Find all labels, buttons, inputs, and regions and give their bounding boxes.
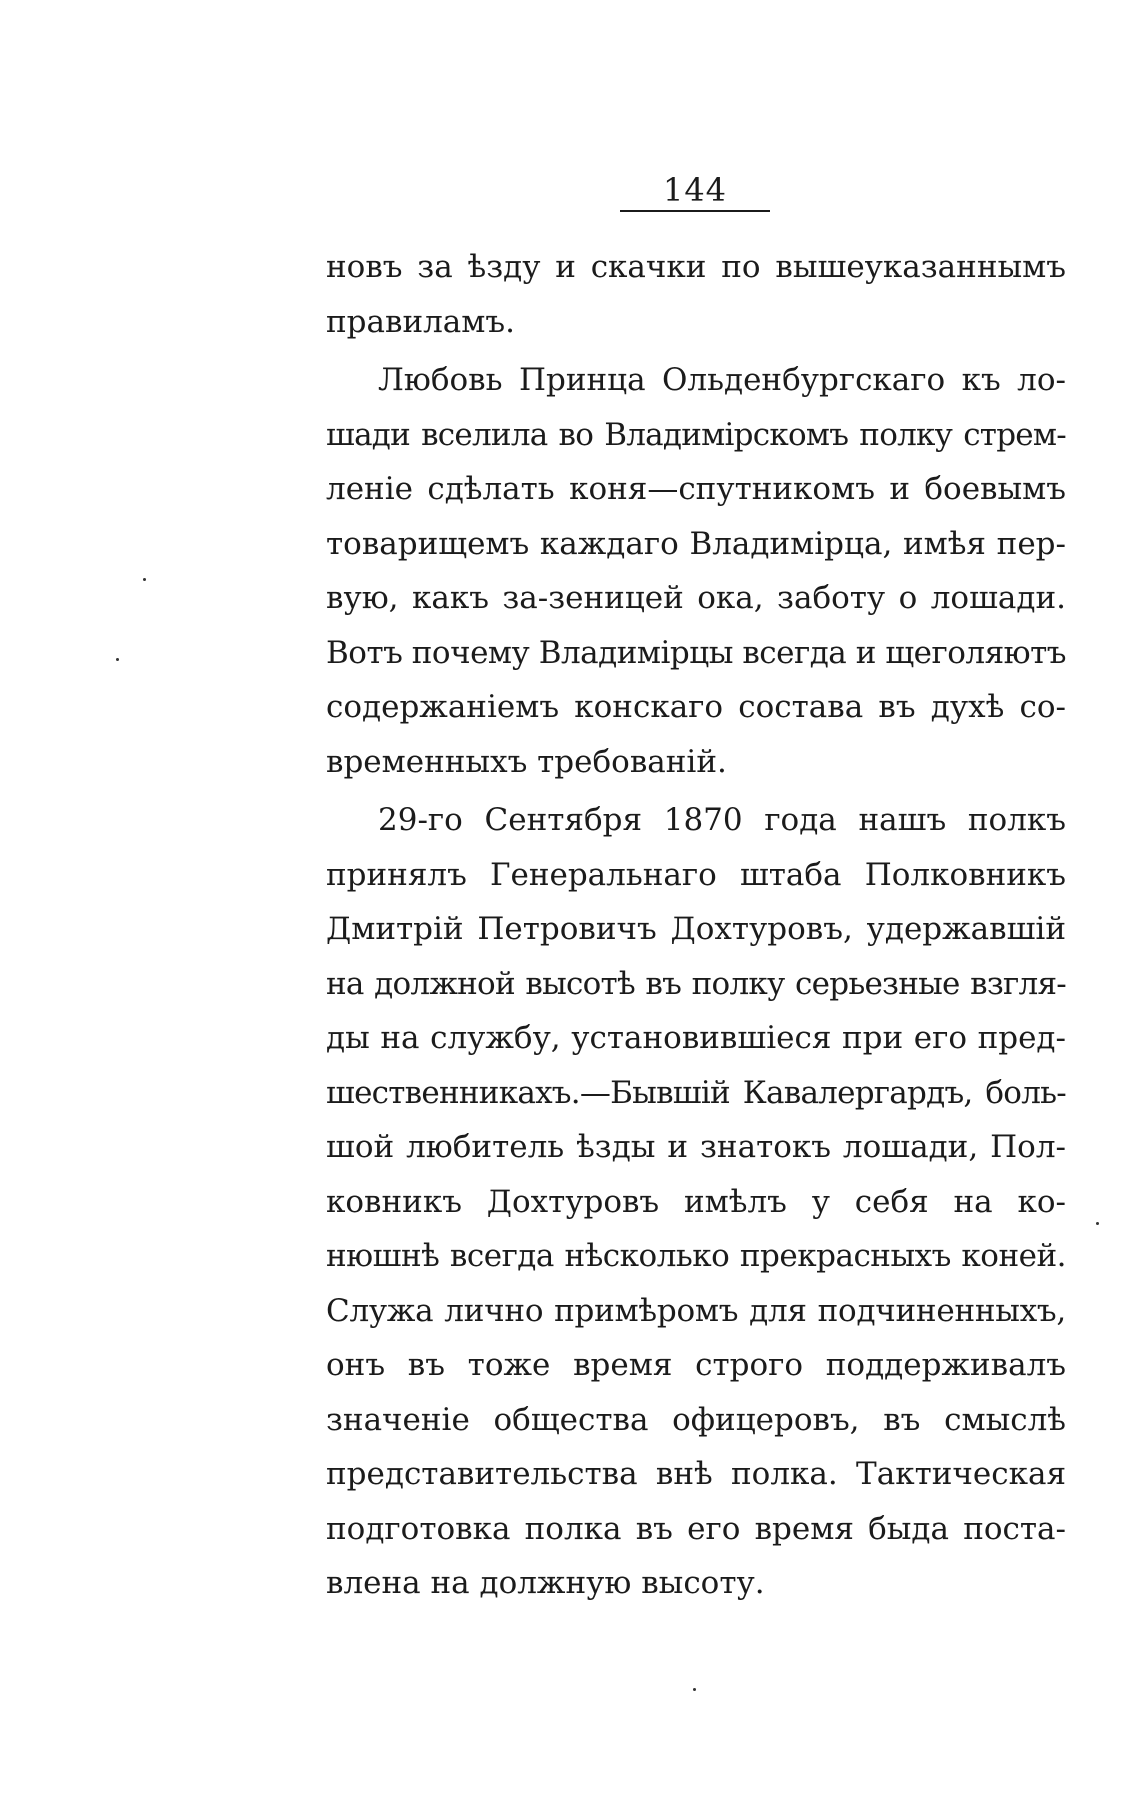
text-line: леніе сдѣлать коня—спутникомъ и боевымъ (326, 471, 1066, 507)
text-line: шественникахъ.—Бывшій Кавалергардъ, боль- (326, 1074, 1066, 1111)
text-line: влена на должную высоту. (326, 1565, 765, 1601)
text-line: правиламъ. (326, 303, 515, 340)
text-line: Вотъ почему Владимірцы всегда и щеголяютъ (326, 634, 1066, 671)
body-text (326, 240, 1066, 1611)
text-line: представительства внѣ полка. Тактическая (326, 1456, 1066, 1492)
text-line: принялъ Генеральнаго штаба Полковникъ (326, 856, 1066, 893)
scan-speck (693, 1688, 696, 1691)
text-line: шой любитель ѣзды и знатокъ лошади, Пол- (326, 1129, 1066, 1165)
header-rule (620, 210, 770, 212)
scan-speck (116, 658, 119, 661)
text-line: онъ въ тоже время строго поддерживалъ (326, 1347, 1066, 1383)
scan-speck (143, 578, 146, 581)
scan-speck (1096, 1222, 1099, 1225)
page-header (620, 170, 770, 220)
text-line: вую, какъ за-зеницей ока, заботу о лошади. (326, 580, 1066, 616)
text-line: ковникъ Дохтуровъ имѣлъ у себя на ко- (326, 1183, 1066, 1220)
paragraph-start-line: Любовь Принца Ольденбургскаго къ ло- (378, 362, 1066, 398)
text-line: шади вселила во Владимірскомъ полку стрем- (326, 416, 1066, 453)
text-line: новъ за ѣзду и скачки по вышеуказаннымъ (326, 249, 1066, 285)
text-line: значеніе общества офицеровъ, въ смыслѣ (326, 1401, 1066, 1438)
text-line: подготовка полка въ его время быда поста- (326, 1510, 1066, 1547)
text-line: ды на службу, установившіеся при его пред- (326, 1020, 1066, 1056)
text-line: содержаніемъ конскаго состава въ духѣ со- (326, 689, 1066, 725)
text-line: на должной высотѣ въ полку серьезные взгля- (326, 965, 1066, 1002)
text-line: Дмитрій Петровичъ Дохтуровъ, удержавшій (326, 911, 1066, 947)
text-line: нюшнѣ всегда нѣсколько прекрасныхъ коней. (326, 1238, 1066, 1274)
paragraph-start-line: 29-го Сентября 1870 года нашъ полкъ (378, 802, 1066, 838)
page-number: 144 (662, 171, 728, 209)
text-line: товарищемъ каждаго Владимірца, имѣя пер- (326, 525, 1066, 562)
text-line: Служа лично примѣромъ для подчиненныхъ, (326, 1292, 1066, 1329)
text-line: временныхъ требованій. (326, 743, 727, 780)
